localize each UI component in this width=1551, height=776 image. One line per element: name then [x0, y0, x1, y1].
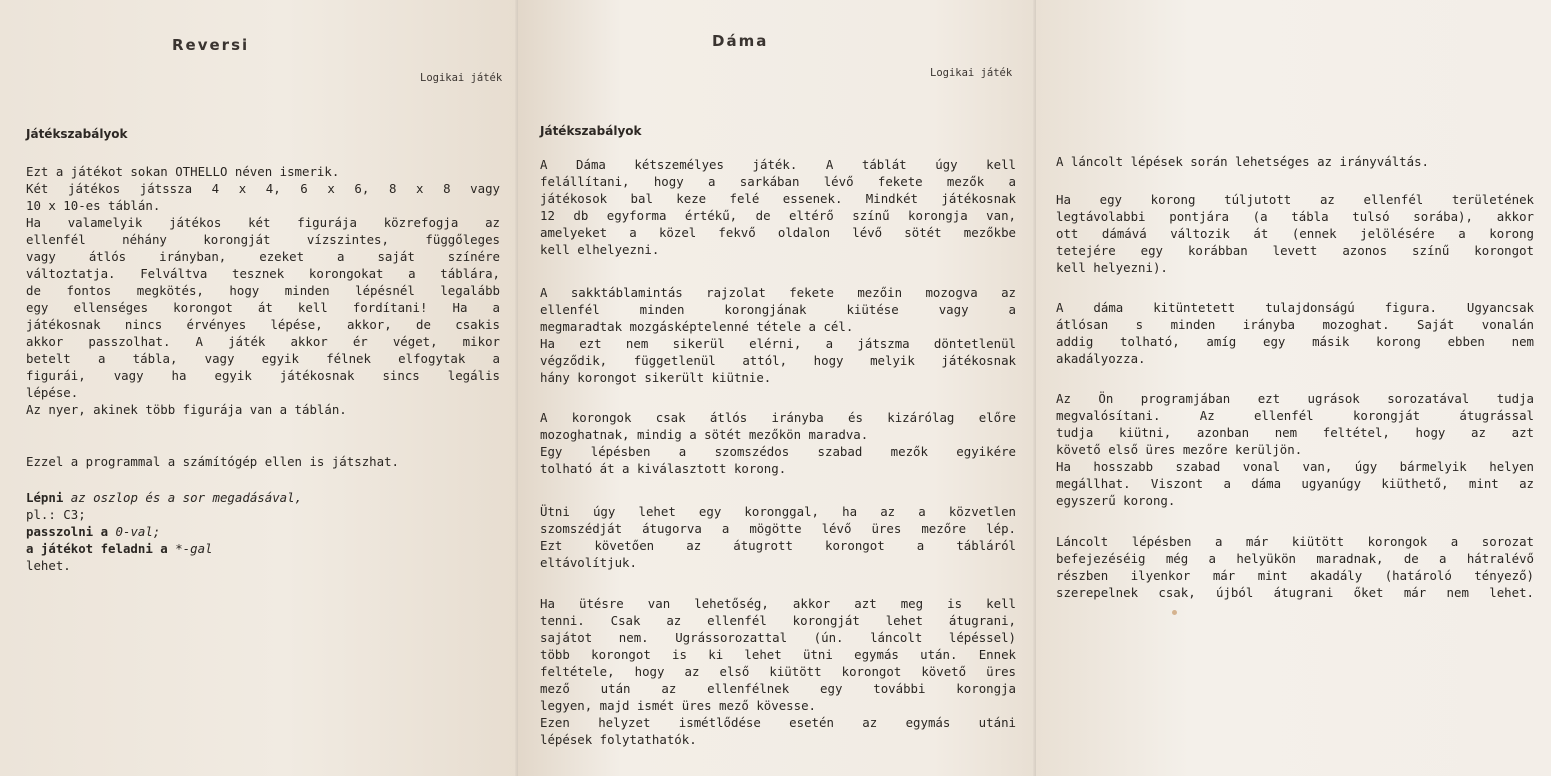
- dama-cont-para-4: [1056, 390, 1534, 509]
- dama-cont-para-2: [1056, 191, 1534, 276]
- text-line: kell elhelyezni.: [540, 242, 660, 257]
- rule-line: Ezt a játékot sokan OTHELLO néven ismerik.: [26, 164, 340, 179]
- dama-cont-para-5: [1056, 533, 1534, 601]
- text-line: végződik, függetlenül attól, hogy melyik játékosnak: [540, 353, 1016, 368]
- reversi-rules: [26, 163, 500, 418]
- text-line: Ha ezt nem sikerül elérni, a játszma döntetlenül: [540, 336, 1016, 351]
- text-line: játékosok bal keze felé essenek. Mindkét játékosnak: [540, 191, 1016, 206]
- computer-note: Ezzel a programmal a számítógép ellen is játszhat.: [26, 454, 399, 469]
- text-line: ellenfél minden korongjának kiütése vagy a: [540, 302, 1016, 317]
- paper-spot: [1172, 610, 1177, 615]
- text-line: A dáma kitüntetett tulajdonságú figura. Ugyancsak: [1056, 300, 1534, 315]
- text-line: átlósan s minden irányba mozoghat. Saját vonalán: [1056, 317, 1534, 332]
- rule-line: figurái, vagy ha egyik játékosnak sincs legális: [26, 368, 500, 383]
- dama-para-4: [540, 503, 1016, 571]
- step-text: az oszlop és a sor megadásával,: [70, 490, 303, 505]
- text-line: részben ilyenkor már mint akadály (határoló tényező): [1056, 568, 1534, 583]
- text-line: befejezéséig még a helyükön maradnak, de a hátralévő: [1056, 551, 1534, 566]
- rule-line: ellenfél néhány korongját vízszintes, függőleges: [26, 232, 500, 247]
- text-line: tudja kiütni, azonban nem feltétel, hogy az azt: [1056, 425, 1534, 440]
- text-line: Ha egy korong túljutott az ellenfél területének: [1056, 192, 1534, 207]
- rule-line: betelt a tábla, vagy egyik félnek elfogytak a: [26, 351, 500, 366]
- reversi-title: Reversi: [172, 36, 250, 54]
- text-line: megmaradtak mozgásképtelenné tétele a cél.: [540, 319, 854, 334]
- text-line: A láncolt lépések során lehetséges az irányváltás.: [1056, 154, 1429, 169]
- text-line: addig tolható, amíg egy másik korong ebben nem: [1056, 334, 1534, 349]
- quit-key: *-gal: [175, 541, 213, 556]
- text-line: kell helyezni).: [1056, 260, 1168, 275]
- text-line: Ezt követően az átugrott korongot a tábláról: [540, 538, 1016, 553]
- text-line: egyszerű korong.: [1056, 493, 1176, 508]
- reversi-section-heading: Játékszabályok: [26, 127, 128, 141]
- controls-end: lehet.: [26, 558, 71, 573]
- text-line: lépések folytathatók.: [540, 732, 697, 747]
- text-line: szomszédját átugorva a mögötte lévő üres mezőre lép.: [540, 521, 1016, 536]
- text-line: A sakktáblamintás rajzolat fekete mezőin mozogva az: [540, 285, 1016, 300]
- rule-line: játékosnak nincs érvényes lépése, akkor, de csakis: [26, 317, 500, 332]
- dama-title: Dáma: [712, 32, 769, 50]
- text-line: tolható át a kiválasztott korong.: [540, 461, 787, 476]
- rule-line: változtatja. Felváltva tesznek korongokat a táblára,: [26, 266, 500, 281]
- text-line: több korongot is ki lehet ütni egymás után. Ennek: [540, 647, 1016, 662]
- dama-para-5: [540, 595, 1016, 748]
- text-line: mező után az ellenfélnek egy további korongja: [540, 681, 1016, 696]
- dama-cont-para-1: [1056, 153, 1534, 170]
- dama-para-1: [540, 156, 1016, 258]
- rule-line: Két játékos játssza 4 x 4, 6 x 6, 8 x 8 vagy: [26, 181, 500, 196]
- text-line: követő első üres mezőre kerüljön.: [1056, 442, 1303, 457]
- text-line: ott dámává változik át (ennek jelölésére a korong: [1056, 226, 1534, 241]
- text-line: amelyeket a közel fekvő oldalon lévő sötét mezőkbe: [540, 225, 1016, 240]
- dama-continued-panel: [1036, 0, 1551, 776]
- dama-section-heading: Játékszabályok: [540, 124, 642, 138]
- text-line: sajátot nem. Ugrássorozattal (ún. láncolt lépéssel): [540, 630, 1016, 645]
- pass-key: 0-val;: [115, 524, 161, 539]
- text-line: Az Ön programjában ezt ugrások sorozatával tudja: [1056, 391, 1534, 406]
- reversi-controls: [26, 489, 500, 574]
- example-text: pl.: C3;: [26, 507, 86, 522]
- text-line: Egy lépésben a szomszédos szabad mezők egyikére: [540, 444, 1016, 459]
- text-line: Láncolt lépésben a már kiütött korongok a sorozat: [1056, 534, 1534, 549]
- text-line: Ezen helyzet ismétlődése esetén az egymás utáni: [540, 715, 1016, 730]
- text-line: A Dáma kétszemélyes játék. A táblát úgy kell: [540, 157, 1016, 172]
- step-label: Lépni: [26, 490, 64, 505]
- rule-line: vagy átlós irányban, ezeket a saját színére: [26, 249, 500, 264]
- rule-line: de fontos megkötés, hogy minden lépésnél legalább: [26, 283, 500, 298]
- text-line: 12 db egyforma értékű, de eltérő színű korongja van,: [540, 208, 1016, 223]
- text-line: legyen, majd ismét üres mező kövesse.: [540, 698, 817, 713]
- text-line: szerepelnek csak, újból átugrani őket már nem lehet.: [1056, 585, 1534, 600]
- dama-para-3: [540, 409, 1016, 477]
- rule-line: Az nyer, akinek több figurája van a táblán.: [26, 402, 347, 417]
- text-line: hány korongot sikerült kiütnie.: [540, 370, 772, 385]
- text-line: legtávolabbi pontjára (a tábla tulsó sorába), akkor: [1056, 209, 1534, 224]
- text-line: feltétele, hogy az első kiütött korongot követő üres: [540, 664, 1016, 679]
- text-line: mozoghatnak, mindig a sötét mezőkön maradva.: [540, 427, 869, 442]
- rule-line: egy ellenséges korongot át kell fordítani! Ha a: [26, 300, 500, 315]
- reversi-panel: [0, 0, 518, 776]
- text-line: megállhat. Viszont a dáma ugyanúgy kiüthető, mint az: [1056, 476, 1534, 491]
- text-line: tenni. Csak az ellenfél korongját lehet átugrani,: [540, 613, 1016, 628]
- rule-line: Ha valamelyik játékos két figurája közrefogja az: [26, 215, 500, 230]
- pass-label: passzolni a: [26, 524, 109, 539]
- text-line: eltávolítjuk.: [540, 555, 637, 570]
- rule-line: lépése.: [26, 385, 79, 400]
- dama-para-2: [540, 284, 1016, 386]
- dama-subtitle: Logikai játék: [930, 67, 1013, 79]
- dama-panel: [518, 0, 1036, 776]
- reversi-subtitle: Logikai játék: [420, 72, 503, 84]
- text-line: Ha ütésre van lehetőség, akkor azt meg is kell: [540, 596, 1016, 611]
- rule-line: akkor passzolhat. A játék akkor ér véget, mikor: [26, 334, 500, 349]
- text-line: tetejére egy korábban levett azonos színű korongot: [1056, 243, 1534, 258]
- text-line: Ha hosszabb szabad vonal van, úgy bármelyik helyen: [1056, 459, 1534, 474]
- text-line: megvalósítani. Az ellenfél korongját átugrással: [1056, 408, 1534, 423]
- rule-line: 10 x 10-es táblán.: [26, 198, 161, 213]
- text-line: akadályozza.: [1056, 351, 1146, 366]
- text-line: Ütni úgy lehet egy koronggal, ha az a közvetlen: [540, 504, 1016, 519]
- dama-cont-para-3: [1056, 299, 1534, 367]
- quit-label: a játékot feladni a: [26, 541, 168, 556]
- text-line: A korongok csak átlós irányba és kizárólag előre: [540, 410, 1016, 425]
- text-line: felállítani, hogy a sarkában lévő fekete mezők a: [540, 174, 1016, 189]
